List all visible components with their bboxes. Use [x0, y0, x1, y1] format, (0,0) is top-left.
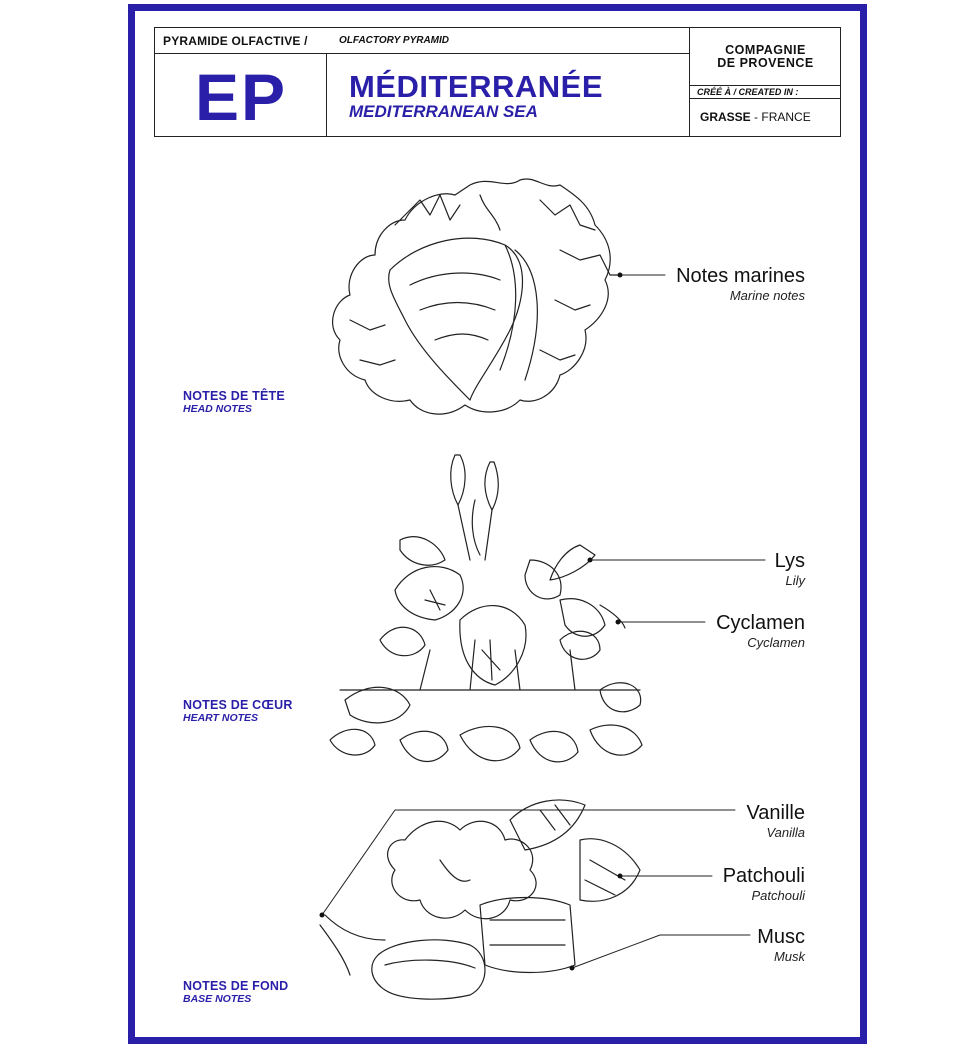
note-cyclamen	[716, 612, 805, 652]
shell-coral-illustration	[333, 179, 620, 414]
section-heart-notes	[183, 698, 293, 724]
section-base-notes	[183, 979, 288, 1005]
section-label-fr: NOTES DE CŒUR	[183, 698, 293, 712]
origin-country: - FRANCE	[754, 110, 811, 124]
brand-line-1: COMPAGNIE	[725, 43, 806, 57]
note-name-fr: Vanille	[746, 802, 805, 824]
note-name-fr: Cyclamen	[716, 612, 805, 634]
leader-dots	[320, 273, 623, 971]
note-name-en: Lily	[785, 573, 805, 588]
vanilla-patchouli-musk-illustration	[320, 800, 640, 999]
lily-cyclamen-illustration	[330, 455, 642, 762]
section-label-en: BASE NOTES	[183, 993, 252, 1005]
note-name-en: Musk	[773, 949, 805, 964]
note-name-fr: Musc	[757, 926, 805, 948]
origin-city: GRASSE	[700, 110, 751, 124]
fragrance-name-fr: MÉDITERRANÉE	[349, 69, 604, 104]
note-name-en: Cyclamen	[747, 635, 805, 650]
note-vanilla	[746, 802, 805, 842]
fragrance-name-en: MEDITERRANEAN SEA	[349, 102, 538, 121]
note-name-fr: Notes marines	[676, 265, 805, 287]
created-in-label: CRÉÉ À / CREATED IN :	[697, 87, 799, 97]
pyramid-label-en: OLFACTORY PYRAMID	[339, 35, 450, 46]
section-label-fr: NOTES DE FOND	[183, 979, 289, 993]
pyramid-label-fr: PYRAMIDE OLFACTIVE /	[163, 34, 308, 48]
note-lily	[775, 550, 805, 590]
note-patchouli	[723, 865, 805, 905]
note-name-en: Vanilla	[766, 825, 805, 840]
brand-line-2: DE PROVENCE	[717, 56, 814, 70]
note-name-fr: Lys	[774, 550, 805, 572]
note-name-en: Marine notes	[729, 288, 805, 303]
section-head-notes	[183, 389, 285, 415]
note-name-fr: Patchouli	[722, 865, 805, 887]
section-label-en: HEAD NOTES	[183, 403, 252, 415]
section-label-fr: NOTES DE TÊTE	[183, 389, 285, 403]
note-marine	[676, 265, 805, 305]
note-leader-lines	[322, 275, 765, 968]
note-name-en: Patchouli	[751, 888, 805, 903]
section-label-en: HEART NOTES	[183, 712, 259, 724]
note-musk	[757, 926, 805, 966]
product-code: EP	[194, 60, 288, 134]
